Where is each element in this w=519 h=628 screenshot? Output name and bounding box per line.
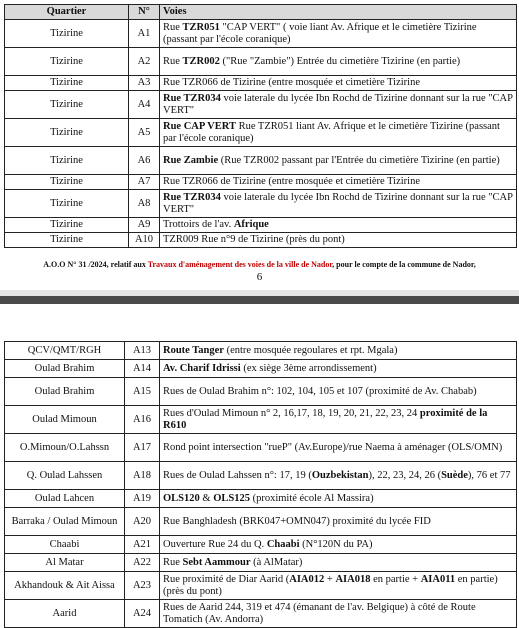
cell-quartier: Q. Oulad Lahssen bbox=[5, 462, 125, 490]
cell-voies bbox=[160, 48, 517, 76]
voie-text: Rue TZR066 de Tizirine (entre mosquée et cimetière Tizirine bbox=[163, 176, 421, 187]
cell-quartier: Tizirine bbox=[5, 91, 129, 119]
voie-text: (à AlMatar) bbox=[250, 556, 303, 568]
voie-text-bold: OLS120 bbox=[163, 492, 200, 504]
table-row bbox=[5, 233, 517, 248]
table-row bbox=[5, 572, 517, 600]
voie-text: (entre mosquée regoulares et rpt. Mgala) bbox=[223, 344, 398, 356]
voie-text-bold: OLS125 bbox=[213, 492, 250, 504]
table-row bbox=[5, 147, 517, 175]
voie-text-bold: Rue CAP VERT bbox=[163, 120, 236, 132]
cell-voies bbox=[160, 190, 517, 218]
voie-text: (Rue TZR002 passant par l'Entrée du cimetière Tizirine (en partie) bbox=[218, 154, 500, 166]
cell-quartier: Tizirine bbox=[5, 20, 129, 48]
cell-quartier: Tizirine bbox=[5, 175, 129, 190]
cell-number: A17 bbox=[125, 434, 160, 462]
voie-text: (N°120N du PA) bbox=[299, 538, 373, 550]
table-row bbox=[5, 600, 517, 628]
voie-text: (proximité école Al Massira) bbox=[249, 492, 374, 504]
table-row bbox=[5, 119, 517, 147]
cell-voies bbox=[160, 378, 517, 406]
cell-voies bbox=[160, 406, 517, 434]
table-row bbox=[5, 434, 517, 462]
cell-voies bbox=[160, 119, 517, 147]
table-row bbox=[5, 218, 517, 233]
voie-text: "CAP VERT" ( voie liant Av. Afrique et le cimetière Tizirine (passant par l'école coranique) bbox=[163, 21, 477, 45]
cell-number: A8 bbox=[129, 190, 160, 218]
voie-text-bold: AIA011 bbox=[420, 573, 456, 585]
footer-prefix: A.O.O N° 31 /2024, relatif aux bbox=[43, 260, 148, 269]
table-row bbox=[5, 91, 517, 119]
header-quartier: Quartier bbox=[5, 5, 129, 20]
cell-number: A20 bbox=[125, 508, 160, 536]
cell-number: A3 bbox=[129, 76, 160, 91]
cell-quartier: Oulad Mimoun bbox=[5, 406, 125, 434]
voie-text: Rue bbox=[163, 556, 183, 568]
cell-voies bbox=[160, 434, 517, 462]
cell-voies bbox=[160, 175, 517, 190]
voie-text-bold: TZR051 bbox=[182, 21, 220, 33]
cell-number: A1 bbox=[129, 20, 160, 48]
cell-quartier: Al Matar bbox=[5, 554, 125, 572]
cell-voies bbox=[160, 360, 517, 378]
cell-number: A23 bbox=[125, 572, 160, 600]
table-row bbox=[5, 48, 517, 76]
voie-text: voie laterale du lycée Ibn Rochd de Tizirine donnant sur la rue "CAP VERT" bbox=[163, 92, 513, 116]
cell-number: A24 bbox=[125, 600, 160, 628]
cell-voies bbox=[160, 20, 517, 48]
voie-text: Rue bbox=[163, 55, 183, 67]
cell-number: A15 bbox=[125, 378, 160, 406]
table-row bbox=[5, 360, 517, 378]
header-number: N° bbox=[129, 5, 160, 20]
voie-text: Rues d'Oulad Mimoun n° 2, 16,17, 18, 19, 20, 21, 22, 23, 24 bbox=[163, 407, 420, 419]
table-row bbox=[5, 554, 517, 572]
table-row bbox=[5, 175, 517, 190]
cell-quartier: O.Mimoun/O.Lahssn bbox=[5, 434, 125, 462]
cell-voies bbox=[160, 233, 517, 248]
voie-text: Ouverture Rue 24 du Q. bbox=[163, 538, 267, 550]
cell-voies bbox=[160, 572, 517, 600]
cell-quartier: Barraka / Oulad Mimoun bbox=[5, 508, 125, 536]
cell-number: A21 bbox=[125, 536, 160, 554]
voie-text-bold: Ouzbekistan bbox=[311, 469, 369, 481]
header-voies: Voies bbox=[160, 5, 517, 20]
cell-quartier: Tizirine bbox=[5, 48, 129, 76]
cell-number: A18 bbox=[125, 462, 160, 490]
cell-number: A13 bbox=[125, 342, 160, 360]
voie-text: en partie + bbox=[370, 573, 421, 585]
table-row bbox=[5, 342, 517, 360]
cell-number: A2 bbox=[129, 48, 160, 76]
voie-text-bold: Sebt Aammour bbox=[182, 556, 251, 568]
cell-number: A19 bbox=[125, 490, 160, 508]
cell-number: A5 bbox=[129, 119, 160, 147]
voie-text-bold: TZR002 bbox=[182, 55, 220, 67]
cell-voies bbox=[160, 147, 517, 175]
voie-text-bold: Suède bbox=[441, 469, 468, 481]
page-separator-shadow bbox=[0, 296, 519, 304]
cell-voies bbox=[160, 508, 517, 536]
table-row bbox=[5, 406, 517, 434]
cell-quartier: Oulad Lahcen bbox=[5, 490, 125, 508]
cell-number: A10 bbox=[129, 233, 160, 248]
cell-number: A9 bbox=[129, 218, 160, 233]
voie-text: Rues de Oulad Lahssen n°: 17, 19 ( bbox=[163, 469, 312, 481]
voie-text: Rue TZR051 liant Av. Afrique et le cimetière Tizirine (passant par l'école coranique) bbox=[163, 120, 500, 144]
voie-text: & bbox=[199, 492, 214, 504]
table-row bbox=[5, 462, 517, 490]
cell-quartier: Tizirine bbox=[5, 119, 129, 147]
voie-text: Rue Banghladesh (BRK047+OMN047) proximité du lycée FID bbox=[163, 515, 431, 527]
table-row bbox=[5, 508, 517, 536]
cell-quartier: Tizirine bbox=[5, 147, 129, 175]
document-footer bbox=[0, 260, 519, 270]
table-page-6 bbox=[4, 4, 517, 248]
table-body bbox=[5, 20, 517, 248]
voie-text: Rues de Oulad Brahim n°: 102, 104, 105 et 107 (proximité de Av. Chabab) bbox=[163, 385, 477, 397]
voie-text: (ex siège 3ème arrondissement) bbox=[240, 362, 377, 374]
voie-text: voie laterale du lycée Ibn Rochd de Tizirine donnant sur la rue "CAP VERT" bbox=[163, 191, 513, 215]
cell-quartier: Chaabi bbox=[5, 536, 125, 554]
table-row bbox=[5, 76, 517, 91]
cell-quartier: Tizirine bbox=[5, 218, 129, 233]
footer-suffix: , pour le compte de la commune de Nador, bbox=[332, 260, 476, 269]
voie-text: ), 76 et 77 bbox=[467, 469, 511, 481]
page-number: 6 bbox=[256, 271, 263, 283]
voie-text-bold: Av. Charif Idrissi bbox=[163, 362, 241, 374]
cell-quartier: Oulad Brahim bbox=[5, 360, 125, 378]
footer-highlight: Travaux d'aménagement des voies de la ville de Nador bbox=[147, 260, 333, 269]
voie-text: ), 22, 23, 24, 26 ( bbox=[368, 469, 442, 481]
voie-text: + bbox=[324, 573, 336, 585]
table-row bbox=[5, 20, 517, 48]
voie-text: Rue proximité de Diar Aarid ( bbox=[163, 573, 290, 585]
voie-text-bold: proximité de la R610 bbox=[163, 407, 488, 431]
cell-voies bbox=[160, 554, 517, 572]
voie-text: en partie) (près du pont) bbox=[163, 573, 498, 597]
cell-quartier: Tizirine bbox=[5, 233, 129, 248]
voie-text: Rues de Aarid 244, 319 et 474 (émanant de l'av. Belgique) à côté de Route Tomatich (Av. Andorra) bbox=[163, 601, 476, 625]
cell-quartier: Oulad Brahim bbox=[5, 378, 125, 406]
table-row bbox=[5, 190, 517, 218]
cell-number: A7 bbox=[129, 175, 160, 190]
cell-number: A22 bbox=[125, 554, 160, 572]
cell-voies bbox=[160, 76, 517, 91]
voie-text: Rue TZR066 de Tizirine (entre mosquée et cimetière Tizirine bbox=[163, 77, 421, 88]
voie-text: Trottoirs de l'av. bbox=[163, 219, 234, 230]
cell-voies bbox=[160, 462, 517, 490]
voie-text-bold: Rue TZR034 bbox=[163, 92, 221, 104]
voie-text-bold: AIA012 bbox=[289, 573, 325, 585]
cell-quartier: Aarid bbox=[5, 600, 125, 628]
voie-text: Rue bbox=[163, 21, 183, 33]
cell-number: A16 bbox=[125, 406, 160, 434]
voie-text: ("Rue "Zambie") Entrée du cimetière Tizirine (en partie) bbox=[219, 55, 461, 67]
voie-text-bold: Route Tanger bbox=[163, 344, 224, 356]
cell-number: A4 bbox=[129, 91, 160, 119]
voie-text-bold: Afrique bbox=[233, 219, 269, 230]
table-row bbox=[5, 536, 517, 554]
voie-text-bold: Rue Zambie bbox=[163, 154, 219, 166]
cell-voies bbox=[160, 342, 517, 360]
cell-voies bbox=[160, 91, 517, 119]
cell-number: A6 bbox=[129, 147, 160, 175]
voie-text-bold: Rue TZR034 bbox=[163, 191, 221, 203]
cell-voies bbox=[160, 490, 517, 508]
cell-voies bbox=[160, 536, 517, 554]
voie-text: TZR009 Rue n°9 de Tizirine (près du pont) bbox=[163, 234, 345, 245]
cell-quartier: QCV/QMT/RGH bbox=[5, 342, 125, 360]
voie-text: Rond point intersection "rueP" (Av.Europe)/rue Naema à aménager (OLS/OMN) bbox=[163, 441, 503, 453]
cell-quartier: Tizirine bbox=[5, 190, 129, 218]
cell-voies bbox=[160, 218, 517, 233]
voie-text-bold: Chaabi bbox=[266, 538, 300, 550]
table-body bbox=[5, 342, 517, 628]
cell-number: A14 bbox=[125, 360, 160, 378]
voie-text-bold: AIA018 bbox=[335, 573, 371, 585]
cell-voies bbox=[160, 600, 517, 628]
cell-quartier: Tizirine bbox=[5, 76, 129, 91]
table-header-row bbox=[5, 5, 517, 20]
table-row bbox=[5, 490, 517, 508]
table-page-7 bbox=[4, 341, 517, 628]
table-row bbox=[5, 378, 517, 406]
cell-quartier: Akhandouk & Ait Aissa bbox=[5, 572, 125, 600]
